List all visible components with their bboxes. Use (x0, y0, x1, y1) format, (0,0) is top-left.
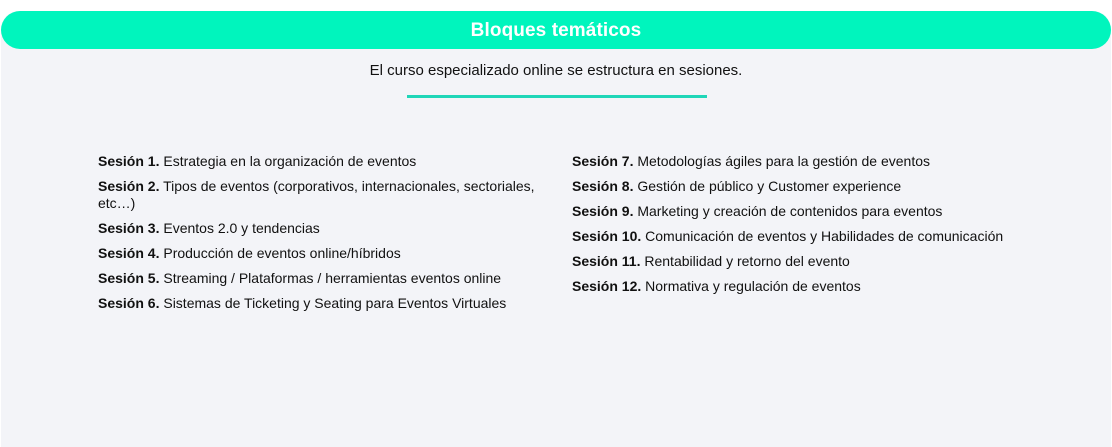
session-text: Eventos 2.0 y tendencias (163, 220, 320, 236)
session-text: Streaming / Plataformas / herramientas eventos online (163, 270, 502, 286)
session-item (98, 220, 543, 237)
intro-text: El curso especializado online se estructura en sesiones. (369, 62, 743, 79)
session-item (572, 278, 1052, 295)
session-text: Rentabilidad y retorno del evento (644, 253, 850, 269)
session-label: Sesión 7. (572, 153, 634, 169)
header-bar (1, 11, 1111, 49)
session-text: Tipos de eventos (corporativos, internacionales, sectoriales, etc…) (98, 178, 535, 211)
session-label: Sesión 3. (98, 220, 160, 236)
session-item (98, 178, 543, 212)
session-text: Comunicación de eventos y Habilidades de comunicación (645, 228, 1004, 244)
session-text: Sistemas de Ticketing y Seating para Eventos Virtuales (163, 295, 507, 311)
session-item (98, 153, 543, 170)
session-label: Sesión 12. (572, 278, 642, 294)
session-item (572, 203, 1052, 220)
session-label: Sesión 11. (572, 253, 641, 269)
session-text: Metodologías ágiles para la gestión de eventos (637, 153, 930, 169)
session-item (572, 253, 1052, 270)
session-label: Sesión 4. (98, 245, 160, 261)
session-item (98, 245, 543, 262)
sessions-column-right (572, 153, 1052, 303)
sessions-column-left (98, 153, 543, 320)
session-label: Sesión 10. (572, 228, 642, 244)
section-title: Bloques temáticos (470, 19, 642, 41)
session-text: Marketing y creación de contenidos para eventos (637, 203, 943, 219)
session-label: Sesión 2. (98, 178, 160, 194)
session-label: Sesión 8. (572, 178, 634, 194)
session-item (572, 228, 1052, 245)
session-item (98, 270, 543, 287)
session-text: Gestión de público y Customer experience (637, 178, 902, 194)
session-item (98, 295, 543, 312)
session-text: Normativa y regulación de eventos (645, 278, 861, 294)
session-label: Sesión 9. (572, 203, 634, 219)
session-label: Sesión 5. (98, 270, 160, 286)
session-text: Producción de eventos online/híbridos (163, 245, 401, 261)
session-item (572, 178, 1052, 195)
session-label: Sesión 6. (98, 295, 160, 311)
divider (407, 95, 707, 98)
session-label: Sesión 1. (98, 153, 160, 169)
session-item (572, 153, 1052, 170)
session-text: Estrategia en la organización de eventos (163, 153, 417, 169)
